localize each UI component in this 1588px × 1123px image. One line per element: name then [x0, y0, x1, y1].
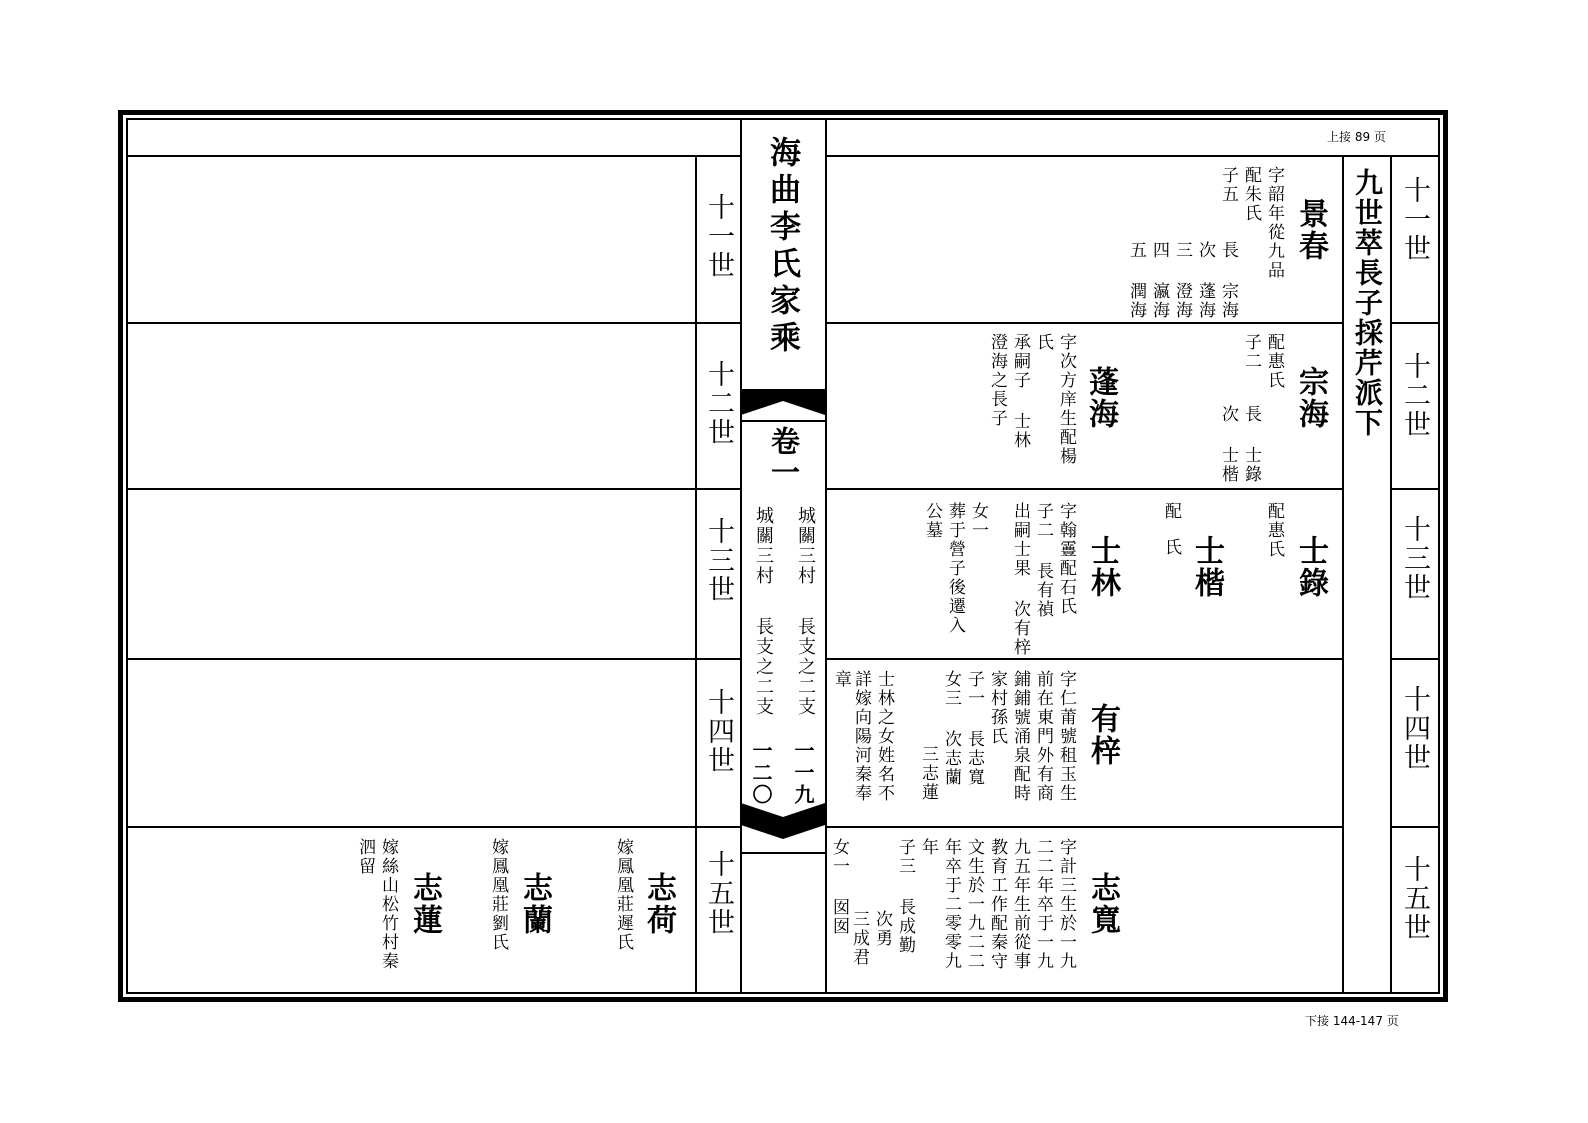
person-note: 九五年生前從事	[1010, 838, 1030, 971]
person-name-zhikuan: 志寬	[1085, 872, 1120, 936]
son-entry: 三 澄海	[1172, 241, 1192, 320]
person-note: 年卒于二零零九	[941, 838, 961, 971]
person-note: 子三 長成勤	[895, 838, 915, 955]
person-note: 公墓	[922, 502, 942, 540]
person-note: 三成君	[849, 910, 869, 967]
person-note: 配朱氏	[1241, 166, 1261, 223]
right-row-line	[825, 658, 1342, 660]
person-note: 子二 長有禎	[1033, 502, 1053, 619]
person-note: 泗留	[355, 838, 375, 876]
person-note: 配	[1161, 502, 1181, 521]
person-note: 子二	[1241, 333, 1261, 371]
person-note: 子五	[1218, 166, 1238, 204]
generation-label-left: 十三世	[703, 517, 734, 604]
spine-right-line	[825, 118, 827, 994]
generation-label-right: 十三世	[1399, 515, 1430, 602]
person-name-shilu: 士錄	[1293, 535, 1328, 599]
person-note: 字翰霻配石氏	[1056, 502, 1076, 616]
person-name-zhilan: 志蘭	[517, 872, 552, 936]
person-note: 二二年卒于一九	[1033, 838, 1053, 971]
book-title: 海曲李氏家乘	[764, 136, 800, 358]
person-note: 詳嫁向陽河秦奉	[851, 670, 871, 803]
left-row-line	[126, 488, 740, 490]
volume-label: 卷一	[767, 426, 801, 488]
person-name-shilin: 士林	[1085, 535, 1120, 599]
person-name-penghai: 蓬海	[1083, 366, 1118, 430]
generation-label-left: 十一世	[703, 193, 734, 280]
person-note: 氏	[1161, 538, 1181, 557]
right-generation-divider	[1390, 155, 1392, 994]
person-name-zhihe: 志荷	[641, 872, 676, 936]
right-row-line	[825, 488, 1342, 490]
person-note: 配惠氏	[1264, 333, 1284, 390]
person-note: 澄海之長子	[987, 333, 1007, 428]
person-name-jingchun: 景春	[1293, 198, 1328, 262]
person-note: 士林之女姓名不	[874, 670, 894, 803]
left-header-line	[126, 155, 740, 157]
generation-label-right: 十二世	[1399, 352, 1430, 439]
person-note: 章	[831, 670, 851, 689]
spine-branch-right: 長支之二支	[795, 617, 816, 717]
generation-label-right: 十四世	[1399, 685, 1430, 772]
son-entry: 四 瀛海	[1149, 241, 1169, 320]
spine-village-right: 城關三村	[795, 506, 816, 586]
person-note: 嫁絲山松竹村秦	[378, 838, 398, 971]
son-entry: 次 蓬海	[1195, 241, 1215, 320]
person-note: 承嗣子 士林	[1010, 333, 1030, 450]
branch-heading: 九世萃長子採芹派下	[1351, 168, 1384, 438]
person-note: 教育工作配秦守	[987, 838, 1007, 971]
son-entry: 長 宗海	[1218, 241, 1238, 320]
left-row-line	[126, 658, 740, 660]
spine-branch-left: 長支之二支	[753, 617, 774, 717]
spine-page-left: 一二〇	[749, 740, 773, 806]
generation-label-right: 十一世	[1399, 176, 1430, 263]
left-row-line	[126, 826, 740, 828]
person-note: 次勇	[872, 910, 892, 948]
right-row-line	[825, 826, 1342, 828]
right-row-line	[825, 322, 1342, 324]
person-note: 前在東門外有商	[1033, 670, 1053, 803]
next-page-ref: 下接 144-147 页	[1305, 1014, 1399, 1028]
person-note: 字計三生於一九	[1056, 838, 1076, 971]
left-generation-divider	[695, 155, 697, 994]
person-note: 葬于營子後遷入	[945, 502, 965, 635]
person-note: 出嗣士果 次有梓	[1010, 502, 1030, 657]
person-note: 字次方庠生配楊	[1056, 333, 1076, 466]
person-name-shikai: 士楷	[1189, 535, 1224, 599]
generation-label-left: 十二世	[703, 360, 734, 447]
left-row-line	[126, 322, 740, 324]
right-row-line	[1390, 826, 1440, 828]
spine-page-right: 一一九	[791, 740, 815, 806]
person-name-zhilian: 志蓮	[407, 872, 442, 936]
son-entry: 五 潤海	[1126, 241, 1146, 320]
person-name-youzi: 有梓	[1085, 703, 1120, 767]
spine-village-left: 城關三村	[753, 506, 774, 586]
right-row-line	[1390, 658, 1440, 660]
person-note: 女一	[968, 502, 988, 540]
previous-page-ref: 上接 89 页	[1327, 130, 1386, 144]
son-entry: 次 士楷	[1218, 405, 1238, 484]
person-note: 字韶年從九品	[1264, 166, 1284, 280]
person-note: 子一 長志寬	[964, 670, 984, 787]
person-note: 女三 次志蘭	[941, 670, 961, 787]
person-note: 嫁鳳凰莊遲氏	[613, 838, 633, 952]
person-note: 嫁鳳凰莊劉氏	[488, 838, 508, 952]
generation-label-right: 十五世	[1399, 855, 1430, 942]
right-row-line	[1390, 322, 1440, 324]
person-note: 文生於一九二二	[964, 838, 984, 971]
person-note: 家村孫氏	[987, 670, 1007, 746]
generation-label-left: 十五世	[703, 850, 734, 937]
right-header-line	[825, 155, 1440, 157]
son-entry: 長 士錄	[1241, 405, 1261, 484]
right-row-line	[1390, 488, 1440, 490]
person-note: 三志蓮	[918, 745, 938, 802]
person-note: 鋪鋪號涌泉配時	[1010, 670, 1030, 803]
heading-column-divider	[1342, 155, 1344, 994]
spine-bottom-line	[740, 852, 825, 854]
person-note: 氏	[1033, 333, 1053, 352]
person-note: 字仁莆號租玉生	[1056, 670, 1076, 803]
generation-label-left: 十四世	[703, 688, 734, 775]
person-note: 女一 囡囡	[829, 838, 849, 936]
person-name-zonghai: 宗海	[1293, 366, 1328, 430]
person-note: 年	[918, 838, 938, 857]
person-note: 配惠氏	[1264, 502, 1284, 559]
